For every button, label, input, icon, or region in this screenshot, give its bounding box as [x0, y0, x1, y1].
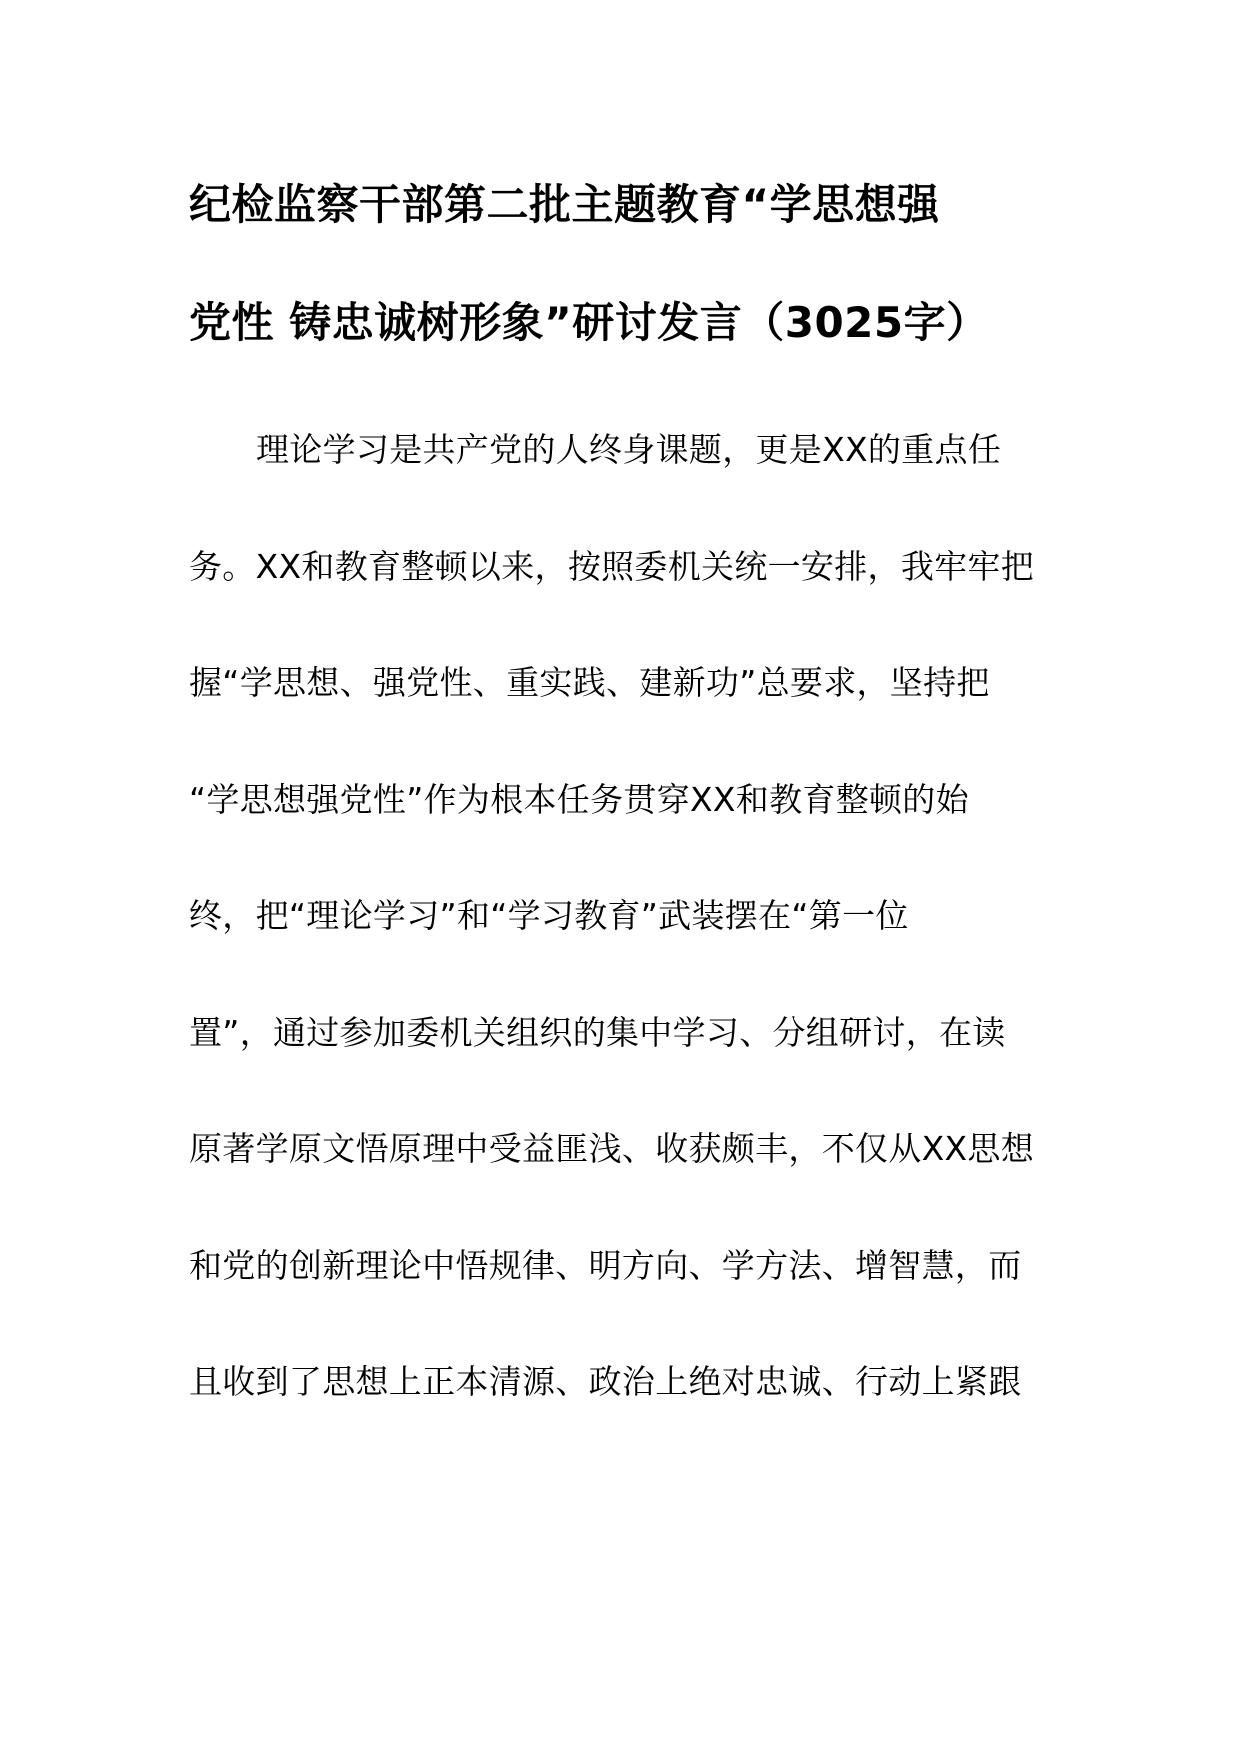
paragraph-line-3: 握“学思想、强党性、重实践、建新功”总要求，坚持把	[189, 663, 990, 702]
paragraph-line-9: 且收到了思想上正本清源、政治上绝对忠诚、行动上紧跟	[189, 1362, 1022, 1401]
paragraph-line-8: 和党的创新理论中悟规律、明方向、学方法、增智慧，而	[189, 1246, 1022, 1285]
document-title-line-2: 党性 铸忠诚树形象”研讨发言（3025字）	[189, 298, 989, 347]
paragraph-line-2: 务。XX和教育整顿以来，按照委机关统一安排，我牢牢把	[189, 547, 1035, 586]
paragraph-line-1: 理论学习是共产党的人终身课题，更是XX的重点任	[256, 430, 1002, 469]
paragraph-line-6: 置”，通过参加委机关组织的集中学习、分组研讨，在读	[189, 1013, 1006, 1052]
paragraph-line-5: 终，把“理论学习”和“学习教育”武装摆在“第一位	[189, 896, 909, 935]
paragraph-line-4: “学思想强党性”作为根本任务贯穿XX和教育整顿的始	[189, 780, 969, 819]
document-title-line-1: 纪检监察干部第二批主题教育“学思想强	[189, 180, 940, 229]
paragraph-line-7: 原著学原文悟原理中受益匪浅、收获颇丰，不仅从XX思想	[189, 1129, 1035, 1168]
